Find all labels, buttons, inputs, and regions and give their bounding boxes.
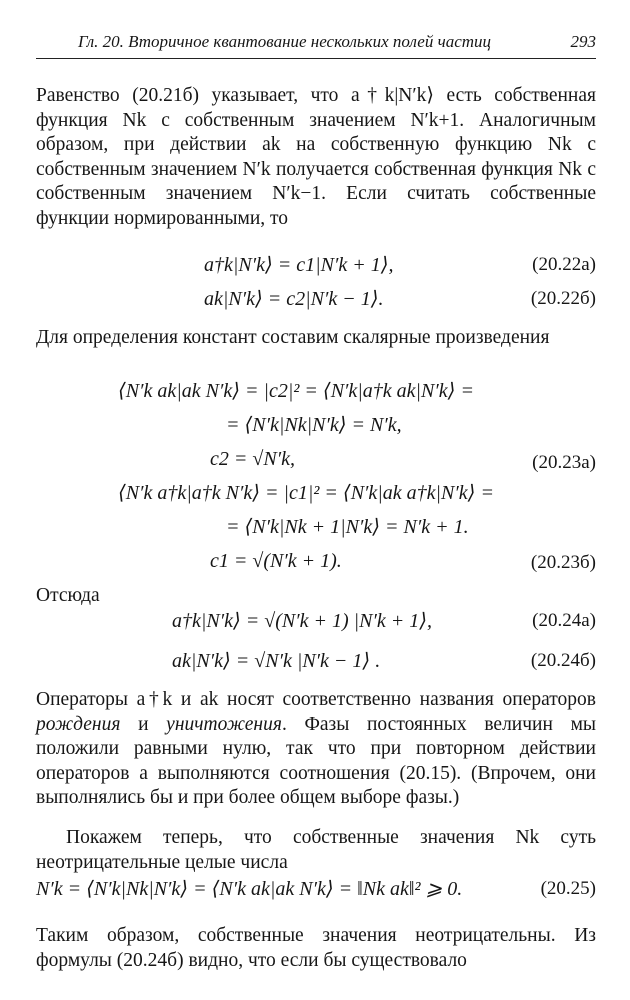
running-header xyxy=(36,28,596,59)
paragraph-6: Таким образом, собственные значения неотрицательны. Из формулы (20.24б) видно, что если бы существовало xyxy=(36,925,596,971)
equation-20-23a-line-2: = ⟨N′k|Nk|N′k⟩ = N′k, xyxy=(226,414,402,436)
equation-20-22a: a†k|N′k⟩ = c1|N′k + 1⟩, xyxy=(204,254,394,276)
equation-number-20-23a: (20.23а) xyxy=(532,452,596,473)
term-annihilation: уничтожения xyxy=(166,713,282,735)
equation-20-23a-line-1: ⟨N′k ak|ak N′k⟩ = |c2|² = ⟨N′k|a†k ak|N′k⟩ = xyxy=(118,380,474,402)
equation-number-20-24b: (20.24б) xyxy=(530,650,596,671)
paragraph-3: Отсюда xyxy=(36,585,100,606)
equation-20-23b-line-2: = ⟨N′k|Nk + 1|N′k⟩ = N′k + 1. xyxy=(226,516,469,538)
paragraph-4-text-c: . Фазы постоянных величин мы положили равными нулю, так что при повторном действии операторов a выполняются соотношения (20.15). (Впрочем, они выполнялись бы и при более общем выборе фазы.) xyxy=(36,713,597,808)
equation-number-20-22b: (20.22б) xyxy=(530,288,596,309)
paragraph-1: Равенство (20.21б) указывает, что a†k|N′k⟩ есть собственная функция Nk с собственным значением N′k+1. Аналогичным образом, при действии ak на собственную функцию Nk с собственным значением N′k получается собственная функция Nk с собственным значением N′k−1. Если считать собственные функции нормированными, то xyxy=(36,85,596,229)
page-number: 293 xyxy=(570,32,596,51)
equation-20-24a: a†k|N′k⟩ = √(N′k + 1) |N′k + 1⟩, xyxy=(172,610,433,632)
paragraph-2: Для определения констант составим скалярные произведения xyxy=(36,327,550,348)
equation-number-20-25: (20.25) xyxy=(540,878,596,899)
equation-20-23b-line-1: ⟨N′k a†k|a†k N′k⟩ = |c1|² = ⟨N′k|ak a†k|N′k⟩ = xyxy=(118,482,494,504)
equation-20-25: N′k = ⟨N′k|Nk|N′k⟩ = ⟨N′k ak|ak N′k⟩ = ‖Nk ak‖² ⩾ 0. xyxy=(36,878,463,900)
equation-20-22b: ak|N′k⟩ = c2|N′k − 1⟩. xyxy=(204,288,384,310)
equation-number-20-24a: (20.24а) xyxy=(532,610,596,631)
equation-number-20-23b: (20.23б) xyxy=(530,552,596,573)
equation-number-20-22a: (20.22а) xyxy=(532,254,596,275)
equation-20-23b-line-3: c1 = √(N′k + 1). xyxy=(210,550,342,572)
chapter-title: Гл. 20. Вторичное квантование нескольких полей частиц xyxy=(78,32,492,51)
paragraph-4-text-b: и xyxy=(120,713,167,735)
paragraph-4-text-a: Операторы a†k и ak носят соответственно названия операторов xyxy=(36,689,596,710)
paragraph-5: Покажем теперь, что собственные значения Nk суть неотрицательные целые числа xyxy=(36,827,596,873)
equation-20-23a-line-3: c2 = √N′k, xyxy=(210,448,295,470)
term-creation: рождения xyxy=(36,713,121,735)
equation-20-24b: ak|N′k⟩ = √N′k |N′k − 1⟩ . xyxy=(172,650,381,672)
paragraph-4 xyxy=(36,688,596,811)
